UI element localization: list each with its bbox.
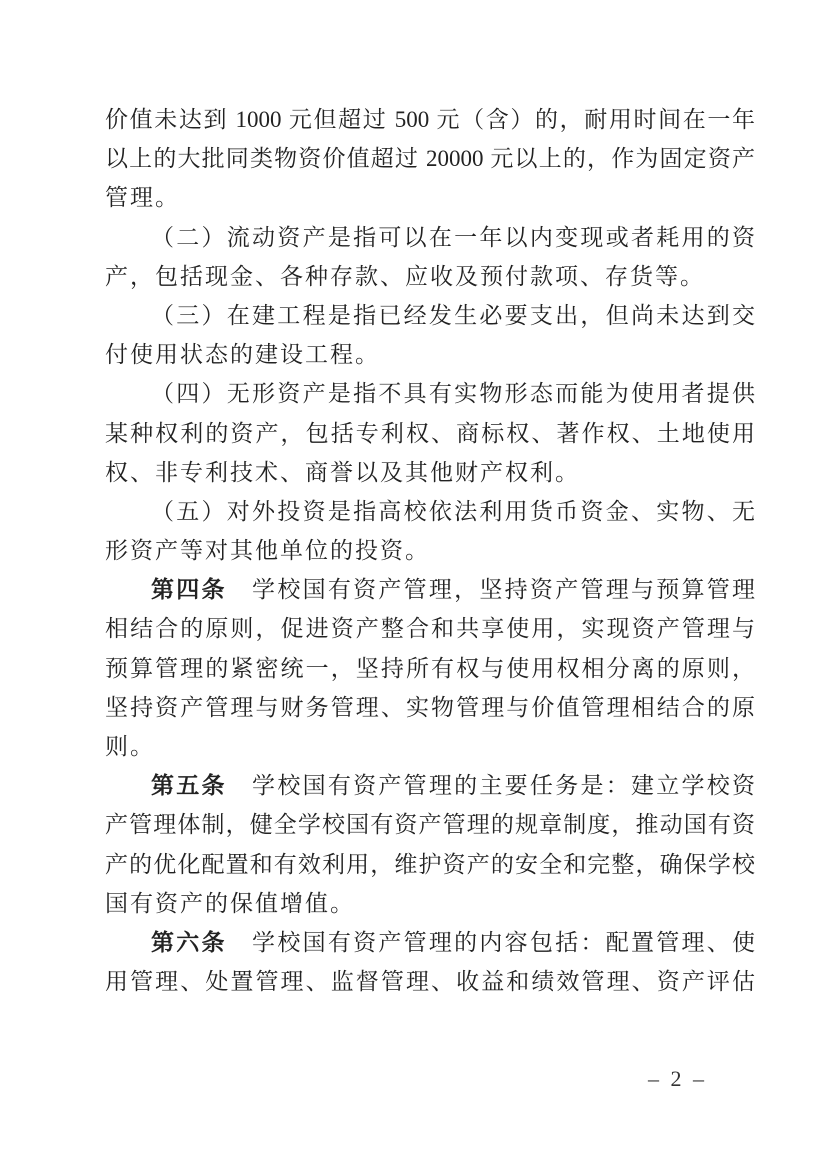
article-number: 第六条 [151, 929, 227, 955]
line-text: 管理。 [105, 185, 180, 211]
document-line [105, 453, 755, 492]
document-line [105, 531, 755, 570]
document-line [105, 414, 755, 453]
document-line [105, 570, 755, 609]
article-number: 第四条 [151, 577, 227, 603]
document-line [105, 335, 755, 374]
document-line [105, 374, 755, 413]
line-text: 相结合的原则，促进资产整合和共享使用，实现资产管理与 [105, 616, 755, 642]
line-text: 国有资产的保值增值。 [105, 890, 355, 916]
page-number: – 2 – [648, 1066, 707, 1091]
line-text: 付使用状态的建设工程。 [105, 342, 380, 368]
document-line [105, 688, 755, 727]
document-line [105, 805, 755, 844]
line-text: 学校国有资产管理的主要任务是：建立学校资 [226, 773, 755, 799]
document-line [105, 845, 755, 884]
document-line [105, 296, 755, 335]
line-text: （三）在建工程是指已经发生必要支出，但尚未达到交 [151, 302, 755, 328]
line-text: 学校国有资产管理的内容包括：配置管理、使 [226, 929, 755, 955]
line-text: 学校国有资产管理，坚持资产管理与预算管理 [226, 577, 755, 603]
line-text: 权、非专利技术、商誉以及其他财产权利。 [105, 459, 580, 485]
line-text: 用管理、处置管理、监督管理、收益和绩效管理、资产评估 [105, 969, 755, 995]
article-number: 第五条 [151, 773, 227, 799]
document-line [105, 139, 755, 178]
document-line [105, 884, 755, 923]
line-text: 则。 [105, 734, 155, 759]
document-line [105, 727, 755, 766]
line-text: 产管理体制，健全学校国有资产管理的规章制度，推动国有资 [105, 812, 755, 838]
document-line [105, 649, 755, 688]
line-text: 形资产等对其他单位的投资。 [105, 538, 430, 564]
document-line [105, 766, 755, 805]
document-line [105, 100, 755, 139]
document-body [105, 100, 755, 1001]
line-text: （四）无形资产是指不具有实物形态而能为使用者提供 [151, 381, 755, 407]
line-text: 某种权利的资产，包括专利权、商标权、著作权、土地使用 [105, 420, 755, 446]
line-text: 价值未达到 1000 元但超过 500 元（含）的，耐用时间在一年 [105, 107, 755, 132]
document-line [105, 178, 755, 217]
line-text: 坚持资产管理与财务管理、实物管理与价值管理相结合的原 [105, 694, 755, 720]
line-text: 预算管理的紧密统一，坚持所有权与使用权相分离的原则， [105, 655, 755, 681]
document-line [105, 609, 755, 648]
line-text: （五）对外投资是指高校依法利用货币资金、实物、无 [151, 498, 755, 524]
document-line [105, 218, 755, 257]
line-text: 以上的大批同类物资价值超过 20000 元以上的，作为固定资产 [105, 146, 755, 172]
document-line [105, 257, 755, 296]
line-text: 产，包括现金、各种存款、应收及预付款项、存货等。 [105, 263, 705, 289]
line-text: 产的优化配置和有效利用，维护资产的安全和完整，确保学校 [105, 851, 755, 877]
document-line [105, 492, 755, 531]
line-text: （二）流动资产是指可以在一年以内变现或者耗用的资 [151, 224, 755, 250]
document-line [105, 923, 755, 962]
document-line [105, 962, 755, 1001]
